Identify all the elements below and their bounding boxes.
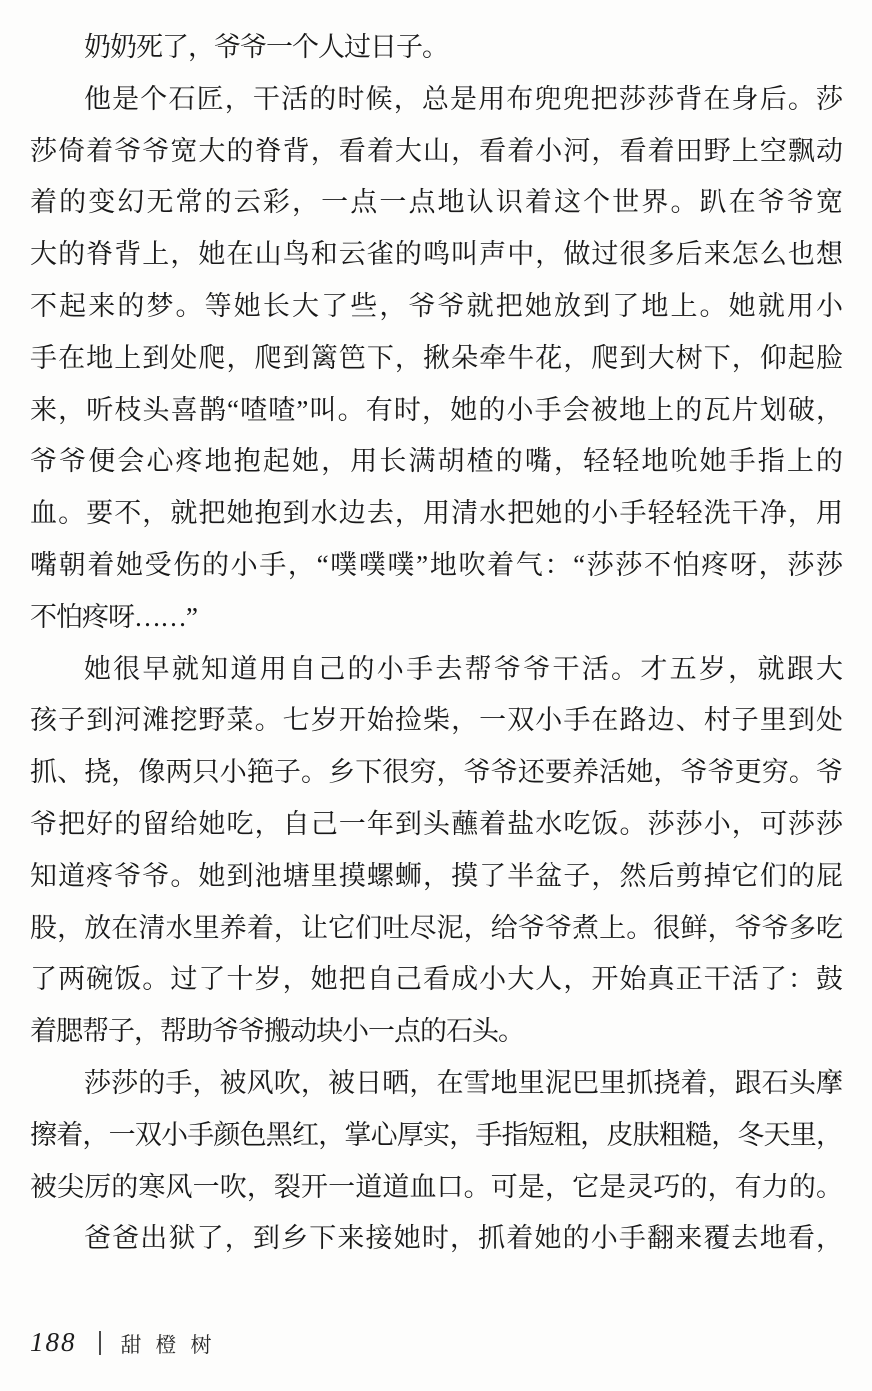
text-line: 嘴朝着她受伤的小手，“噗噗噗”地吹着气：“莎莎不怕疼呀，莎莎 [30,549,842,580]
book-title: 甜橙树 [120,1333,226,1357]
text-line: 孩子到河滩挖野菜。七岁开始捡柴，一双小手在路边、村子里到处 [30,705,842,736]
text-line: 不起来的梦。等她长大了些，爷爷就把她放到了地上。她就用小 [30,290,842,321]
text-line: 他是个石匠，干活的时候，总是用布兜兜把莎莎背在身后。莎 [84,83,842,114]
text-line: 手在地上到处爬，爬到篱笆下，揪朵牵牛花，爬到大树下，仰起脸 [30,342,842,373]
text-line: 擦着，一双小手颜色黑红，掌心厚实，手指短粗，皮肤粗糙，冬天里， [30,1119,842,1150]
page-number: 188 [30,1327,77,1357]
text-line: 了两碗饭。过了十岁，她把自己看成小大人，开始真正干活了：鼓 [30,964,842,995]
page-footer [30,1326,226,1359]
text-line: 抓、挠，像两只小筢子。乡下很穷，爷爷还要养活她，爷爷更穷。爷 [30,757,842,788]
text-line: 来，听枝头喜鹊“喳喳”叫。有时，她的小手会被地上的瓦片划破， [30,394,842,425]
text-line: 着腮帮子，帮助爷爷搬动块小一点的石头。 [30,1016,524,1047]
text-line: 血。要不，就把她抱到水边去，用清水把她的小手轻轻洗干净，用 [30,498,842,529]
text-line: 大的脊背上，她在山鸟和云雀的鸣叫声中，做过很多后来怎么也想 [30,239,842,270]
text-line: 着的变幻无常的云彩，一点一点地认识着这个世界。趴在爷爷宽 [30,187,842,218]
book-page-text [30,22,842,1265]
text-line: 不怕疼呀……” [30,601,197,632]
text-line: 被尖厉的寒风一吹，裂开一道道血口。可是，它是灵巧的，有力的。 [30,1171,842,1202]
text-line: 莎倚着爷爷宽大的脊背，看着大山，看着小河，看着田野上空飘动 [30,135,842,166]
text-line: 股，放在清水里养着，让它们吐尽泥，给爷爷煮上。很鲜，爷爷多吃 [30,912,842,943]
text-line: 爸爸出狱了，到乡下来接她时，抓着她的小手翻来覆去地看， [84,1223,842,1254]
text-line: 爷爷便会心疼地抱起她，用长满胡楂的嘴，轻轻地吮她手指上的 [30,446,842,477]
text-line: 爷把好的留给她吃，自己一年到头蘸着盐水吃饭。莎莎小，可莎莎 [30,808,842,839]
text-line: 奶奶死了，爷爷一个人过日子。 [84,32,448,62]
text-line: 莎莎的手，被风吹，被日晒，在雪地里泥巴里抓挠着，跟石头摩 [84,1067,842,1098]
text-line: 她很早就知道用自己的小手去帮爷爷干活。才五岁，就跟大 [84,653,842,684]
text-line: 知道疼爷爷。她到池塘里摸螺蛳，摸了半盆子，然后剪掉它们的屁 [30,860,842,891]
footer-divider [99,1331,101,1355]
